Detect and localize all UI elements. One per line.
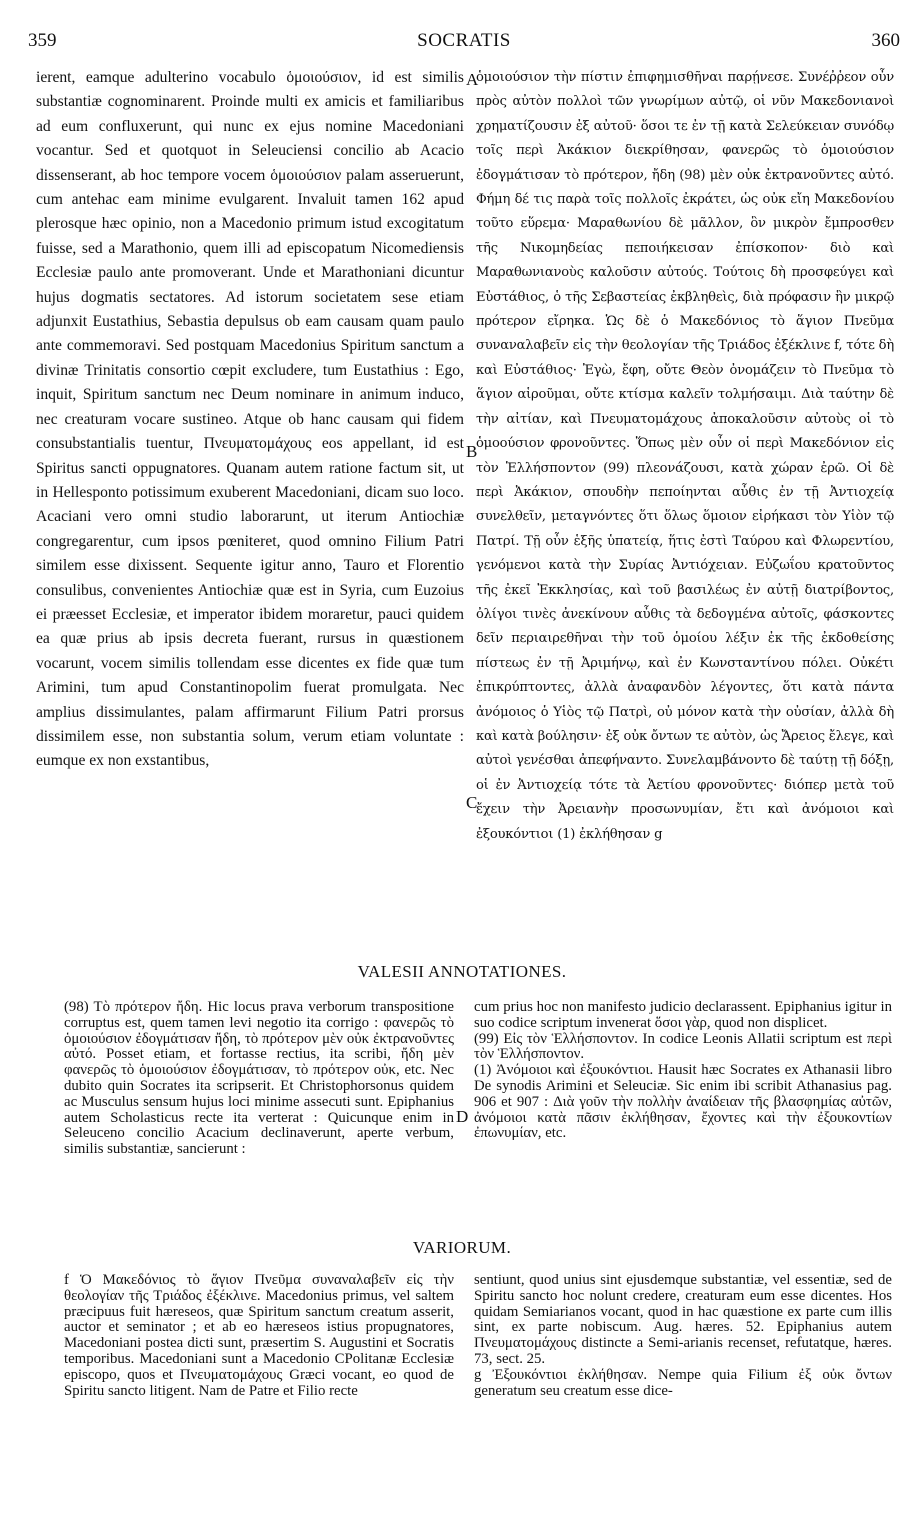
annotations-left-column xyxy=(64,1000,454,1158)
greek-column xyxy=(476,66,894,847)
annotation-98: (98) Τὸ πρότερον ἤδη. Hic locus prava verborum transpositione corruptus est, quem tamen levi negotio ita corrigo : φανερῶς τὸ ὁμοιούσιον ἐδογμάτισαν ἤδη, τὸ πρότερον μὲν οὐκ ἐκτρανοῦντες αὐτό. Posset etiam, et fortasse rectius, ita scribi, ἤδη μὲν φανερῶς τὸ ὁμοιούσιον ἐδογμάτισαν, τὸ πρότερον οὐκ, etc. Nec dubito quin Socrates ita scripserit. Et Christophorsonus quidem ac Musculus sensum hujus loci minime assecuti sunt. Epiphanius autem Scholasticus recte ita verterat : Quicunque enim in Seleuceno concilio Acacium declinaverunt, aperte verbum, similis substantiæ, sancierunt : xyxy=(64,999,454,1158)
running-title: SOCRATIS xyxy=(417,30,511,51)
variorum-note-g: g Ἐξουκόντιοι ἐκλήθησαν. Nempe quia Filium ἐξ οὐκ ὄντων generatum seu creatum esse dice- xyxy=(474,1366,892,1399)
margin-marker-a: A xyxy=(466,70,479,89)
variorum-heading: VARIORUM. xyxy=(412,1238,512,1257)
page-number-right: 360 xyxy=(871,30,900,51)
latin-column xyxy=(36,66,464,774)
page-header xyxy=(28,30,900,56)
annotation-99: (99) Εἰς τὸν Ἑλλήσποντον. In codice Leonis Allatii scriptum est περὶ τὸν Ἑλλήσποντον. xyxy=(474,1030,892,1063)
variorum-note-f-continued: sentiunt, quod unius sint ejusdemque substantiæ, vel essentiæ, sed de Spiritu sancto hoc nolunt credere, creaturam eum esse dicentes. Hos quidam Semiarianos vocant, quod in hac quæstione ex parte cum illis sint, ex parte nobiscum. Aug. hæres. 52. Epiphanius autem Πνευματομάχους distincte a Semi-arianis recenset, refutatque, hæres. 73, sect. 25. xyxy=(474,1272,892,1367)
annotation-98-continued: cum prius hoc non manifesto judicio declarassent. Epiphanius igitur in suo codice scriptum invenerat ὅσοι γὰρ, quod non displicet. xyxy=(474,999,892,1031)
margin-marker-b: B xyxy=(466,442,478,461)
margin-marker-c: C xyxy=(466,793,478,812)
variorum-note-f: f Ὁ Μακεδόνιος τὸ ἅγιον Πνεῦμα συναναλαβεῖν εἰς τὴν θεολογίαν τῆς Τριάδος ἐξέκλινε. Macedonius primus, vel saltem præcipuus fuit hæreseos, quæ Spiritum sanctum creatum asserit, auctor et seminator ; et ab eo hæreseos istius propugnatores, Macedoniani postea dicti sunt, præsertim S. Augustini et Socratis temporibus. Macedoniani sunt a Macedonio CPolitanæ Ecclesiæ episcopo, quos et Πνευματομάχους Græci vocant, eo quod de Spiritu sancto litigent. Nam de Patre et Filio recte xyxy=(64,1272,454,1399)
annotations-right-column xyxy=(474,1000,892,1142)
annotation-1: (1) Ἀνόμοιοι καὶ ἐξουκόντιοι. Hausit hæc Socrates ex Athanasii libro De synodis Arimini et Seleuciæ. Sic enim ibi scribit Athanasius pag. 906 et 907 : Διὰ γοῦν τὴν πολλὴν ἀναίδειαν τῆς βλασφημίας αὐτῶν, ἀνόμοιοι κατὰ πᾶσιν ἐκλήθησαν, ἔχοντες καὶ τὴν ἐξουκοντίων ἐπωνυμίαν, etc. xyxy=(474,1062,892,1142)
page-number-left: 359 xyxy=(28,30,57,51)
variorum-left-column xyxy=(64,1273,454,1399)
variorum-right-column xyxy=(474,1273,892,1399)
latin-text: ierent, eamque adulterino vocabulo ὁμοιούσιον, id est similis substantiæ cognominarent. Proinde multi ex amicis et familiaribus ad eum confluxerunt, qui nunc ex ejus nomine Macedoniani vocantur. Sed et quotquot in Seleuciensi concilio ab Acacio dissenserant, ab hoc tempore vocem ὁμοιούσιον palam asseruerunt, cum antehac eam minime evulgarent. Invaluit tamen 162 apud plerosque hæc opinio, non a Macedonio primum istud excogitatum fuisse, sed a Marathonio, quem illi ad episcopatum Nicomediensis Ecclesiæ paulo ante promoverant. Unde et Marathoniani dicuntur hujus dogmatis sectatores. Ad istorum societatem sese etiam adjunxit Eustathius, Sebastia depulsus ob eam causam quam paulo ante commemoravi. Sed postquam Macedonius Spiritum sanctum a divinæ Trinitatis consortio cœpit excludere, tum Eustathius : Ego, inquit, Spiritum sanctum nec Deum nominare in animum induco, nec creaturam vocare sustineo. Atque ob hanc causam qui fidem consubstantialis tuentur, Πνευματομάχους eos appellant, id est Spiritus sancti oppugnatores. Quanam autem ratione factum sit, ut in Hellesponto potissimum exuberent Macedoniani, dicam suo loco. Acaciani vero omni studio laborarunt, ut iterum Antiochiæ congregarentur, cum ipsos pœniteret, quod omnino Filium Patri similem esse dixissent. Sequente igitur anno, Tauro et Florentio consulibus, convenientes Antiochiæ quæ est in Syria, cum Euzoius ei præesset Ecclesiæ, et imperator ibidem moraretur, pauci quidem ea quæ prius ab ipsis decreta fuerant, rursus in quæstionem vocarunt, vocem similis tollendam esse dicentes ex fide quæ tum Arimini, tum apud Constantinopolim fuerat promulgata. Nec amplius dissimulantes, palam affirmarunt Filium Patri prorsus dissimilem esse, non substantia solum, verum etiam voluntate : eumque ex non exstantibus, xyxy=(36,69,464,770)
greek-text: ὁμοιούσιον τὴν πίστιν ἐπιφημισθῆναι παρῄνεσε. Συνέῤῥεον οὖν πρὸς αὐτὸν πολλοὶ τῶν γνωρίμων αὐτῷ, οἱ νῦν Μακεδονιανοὶ χρηματίζουσιν ἐξ αὐτοῦ· ὅσοι τε ἐν τῇ κατὰ Σελεύκειαν συνόδῳ τοῖς περὶ Ἀκάκιον διεκρίθησαν, φανερῶς τὸ ὁμοιούσιον ἐδογμάτισαν τὸ πρότερον, ἤδη (98) μὲν οὐκ ἐκτρανοῦντες αὐτό. Φήμη δέ τις παρὰ τοῖς πολλοῖς ἐκράτει, ὡς οὐκ εἴη Μακεδονίου τοῦτο εὕρεμα· Μαραθωνίου δὲ μᾶλλον, ὃν μικρὸν ἔμπροσθεν τῆς Νικομηδείας πεποιήκεισαν ἐπίσκοπον· διὸ καὶ Μαραθωνιανοὺς καλοῦσιν αὐτούς. Τούτοις δὴ προσφεύγει καὶ Εὐστάθιος, ὁ τῆς Σεβαστείας ἐκβληθεὶς, διὰ πρόφασιν ἣν μικρῷ πρότερον εἴρηκα. Ὡς δὲ ὁ Μακεδόνιος τὸ ἅγιον Πνεῦμα συναναλαβεῖν εἰς τὴν θεολογίαν τῆς Τριάδος ἐξέκλινε f, τότε δὴ καὶ Εὐστάθιος· Ἐγὼ, ἔφη, οὔτε Θεὸν ὀνομάζειν τὸ Πνεῦμα τὸ ἅγιον αἱροῦμαι, οὔτε κτίσμα καλεῖν τολμήσαιμι. Διὰ ταύτην δὲ τὴν αἰτίαν, καὶ Πνευματομάχους ἀποκαλοῦσιν αὐτοὺς οἱ τὸ ὁμοούσιον φρονοῦντες. Ὅπως μὲν οὖν οἱ περὶ Μακεδόνιον εἰς τὸν Ἑλλήσποντον (99) πλεονάζουσι, κατὰ χώραν ἐρῶ. Οἱ δὲ περὶ Ἀκάκιον, σπουδὴν πεποίηνται αὖθις ἐν τῇ Ἀντιοχείᾳ συνελθεῖν, μεταγνόντες ὅτι ὅλως ὅμοιον εἰρήκασι τὸν Υἱὸν τῷ Πατρί. Τῇ οὖν ἑξῆς ὑπατείᾳ, ἥτις ἐστὶ Ταύρου καὶ Φλωρεντίου, γενόμενοι κατὰ τὴν Συρίας Ἀντιόχειαν. Εὐζωΐου κρατοῦντος τῆς ἐκεῖ Ἐκκλησίας, καὶ τοῦ βασιλέως ἐν αὐτῇ διατρίβοντος, ὀλίγοι τινὲς ἀνεκίνουν αὖθις τὰ δεδογμένα αὐτοῖς, φάσκοντες δεῖν περιαιρεθῆναι τὴν τοῦ ὁμοίου λέξιν ἐκ τῆς ἐκδοθείσης πίστεως ἐν τῇ Ἀριμήνῳ, καὶ ἐν Κωνσταντίνου πόλει. Οὐκέτι ἐπικρύπτοντες, ἀλλὰ ἀναφανδὸν λέγοντες, ὅτι κατὰ πάντα ἀνόμοιος ὁ Υἱὸς τῷ Πατρὶ, οὐ μόνον κατὰ τὴν οὐσίαν, ἀλλὰ δὴ καὶ κατὰ βούλησιν· ἐξ οὐκ ὄντων τε αὐτὸν, ὡς Ἄρειος ἔλεγε, καὶ αὐτοὶ γενέσθαι ἀπεφήναντο. Συνελαμβάνοντο δὲ ταύτῃ τῇ δόξῃ, οἱ ἐν Ἀντιοχείᾳ τότε τὰ Ἀετίου φρονοῦντες· διόπερ μετὰ τοῦ ἔχειν τὴν Ἀρειανὴν προσωνυμίαν, ἔτι καὶ ἀνόμοιοι καὶ ἐξουκόντιοι (1) ἐκλήθησαν g xyxy=(476,70,894,842)
annotations-heading: VALESII ANNOTATIONES. xyxy=(357,962,567,981)
margin-marker-d: D xyxy=(456,1107,469,1126)
